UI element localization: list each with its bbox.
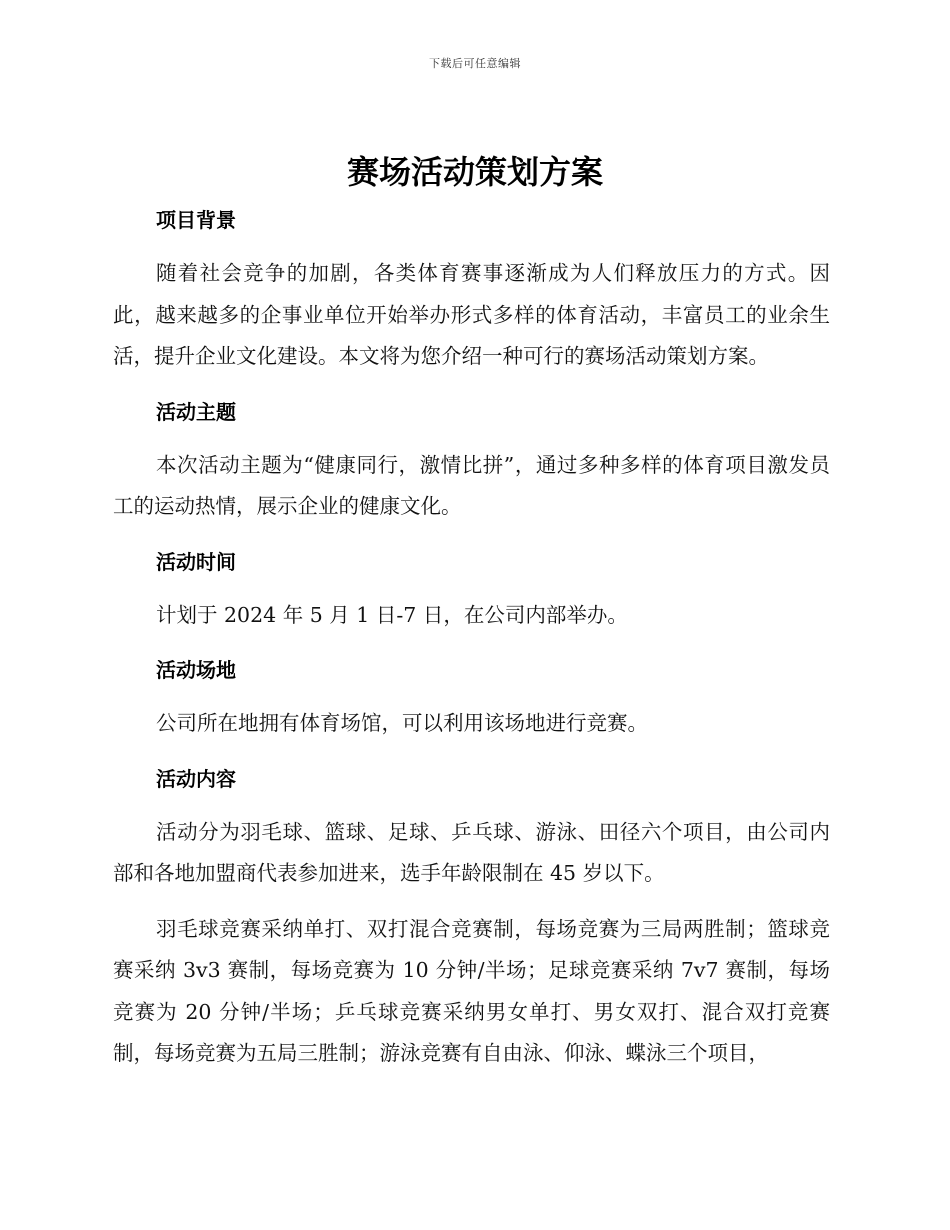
section-heading-venue: 活动场地 <box>156 658 236 682</box>
paragraph-content-overview: 活动分为羽毛球、篮球、足球、乒乓球、游泳、田径六个项目，由公司内部和各地加盟商代表参加进来，选手年龄限制在 45 岁以下。 <box>113 819 830 885</box>
section-heading-background: 项目背景 <box>156 208 236 232</box>
header-note: 下载后可任意编辑 <box>429 57 521 70</box>
paragraph-time: 计划于 2024 年 5 月 1 日-7 日，在公司内部举办。 <box>156 602 628 627</box>
section-heading-content: 活动内容 <box>156 766 236 791</box>
document-title: 赛场活动策划方案 <box>346 153 603 191</box>
paragraph-venue: 公司所在地拥有体育场馆，可以利用该场地进行竞赛。 <box>156 711 648 735</box>
section-heading-theme: 活动主题 <box>156 399 236 424</box>
paragraph-content-rules: 羽毛球竞赛采纳单打、双打混合竞赛制，每场竞赛为三局两胜制；篮球竞赛采纳 3v3 赛制，每场竞赛为 10 分钟/半场；足球竞赛采纳 7v7 赛制，每场竞赛为 20 分钟/半场；乒乓球竞赛采纳男女单打、男女双打、混合双打竞赛制，每场竞赛为五局三胜制；游泳竞赛有自由泳、仰泳、蝶泳三个项目， <box>113 916 830 1065</box>
paragraph-background: 随着社会竞争的加剧，各类体育赛事逐渐成为人们释放压力的方式。因此，越来越多的企事业单位开始举办形式多样的体育活动，丰富员工的业余生活，提升企业文化建设。本文将为您介绍一种可行的赛场活动策划方案。 <box>113 261 830 368</box>
section-heading-time: 活动时间 <box>156 549 236 574</box>
paragraph-theme: 本次活动主题为“健康同行，激情比拼”，通过多种多样的体育项目激发员工的运动热情，展示企业的健康文化。 <box>113 452 830 518</box>
document-body <box>113 200 830 1075</box>
